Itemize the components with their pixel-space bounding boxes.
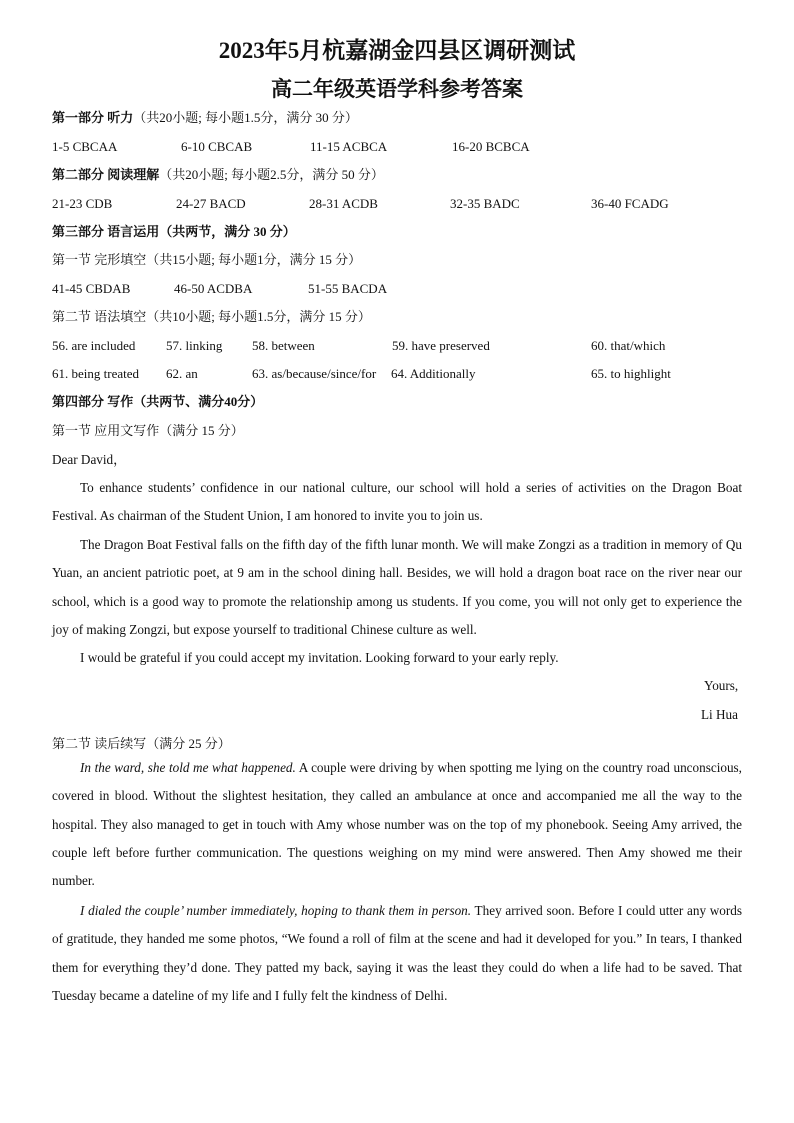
part1-heading-line [52,110,358,126]
part4-name: 写作 [107,394,134,409]
answer-group: 21-23 CDB [52,196,113,211]
part3-name: 语言运用 [107,224,160,239]
section-heading: 第一节 [52,252,92,267]
grammar-answer: 60. that/which [591,338,666,353]
part1-name: 听力 [107,110,134,125]
part2-name: 阅读理解 [107,167,160,182]
grammar-answer: 61. being treated [52,366,139,381]
section-name: 读后续写 [94,736,147,751]
answer-group: 11-15 ACBCA [310,139,388,154]
grammar-answer: 64. Additionally [391,366,476,381]
section-heading: 第一节 [52,423,92,438]
answer-group: 51-55 BACDA [308,281,388,296]
paragraph-lead-sentence: In the ward, she told me what happened. [80,760,296,775]
grammar-answer: 57. linking [166,338,223,353]
letter-greeting: Dear David， [52,452,127,467]
part1-note: （共20小题; 每小题1.5分，满分 30 分） [133,110,358,125]
section-note: （满分 25 分） [146,736,231,751]
answer-group: 36-40 FCADG [591,196,669,211]
part4-section2-line [52,736,231,752]
answer-group: 46-50 ACDBA [174,281,253,296]
section-note: （满分 15 分） [159,423,244,438]
continuation-paragraph [52,897,742,1010]
part2-heading: 第二部分 [52,167,105,182]
grammar-answer: 56. are included [52,338,136,353]
section-name: 语法填空 [94,309,147,324]
grammar-answer: 62. an [166,366,198,381]
grammar-answer: 58. between [252,338,315,353]
answer-group: 41-45 CBDAB [52,281,131,296]
answer-group: 6-10 CBCAB [181,139,253,154]
grammar-answer: 65. to highlight [591,366,671,381]
continuation-paragraph [52,754,742,895]
letter-paragraph: The Dragon Boat Festival falls on the fifth day of the fifth lunar month. We will make Zongzi as a tradition in memory of Qu Yuan, an ancient patriotic poet, at 9 am in the school dining hall. Besides, we will hold a dragon boat race on the river near our school, which is a good way to promote the relationship among us students. If you come, you will not only get to experience the joy of making Zongzi, but expose yourself to traditional Chinese culture as well. [52,537,742,637]
answer-group: 32-35 BADC [450,196,520,211]
section-name: 完形填空 [94,252,147,267]
part4-heading: 第四部分 [52,394,105,409]
section-note: （共10小题; 每小题1.5分，满分 15 分） [146,309,371,324]
paragraph-body: A couple were driving by when spotting me lying on the country road unconscious, covered in blood. Without the slightest hesitation, they called an ambulance at once and accompanied me all the way to the hospital. They also managed to get in touch with Amy whose number was on the top of my phonebook. Seeing Amy arrived, the couple left before further communication. The questions weighing on my mind were answered. Then Amy showed me their number. [52,760,742,889]
section-heading: 第二节 [52,309,92,324]
page-title: 2023年5月杭嘉湖金四县区调研测试 [218,38,576,63]
letter-paragraph: I would be grateful if you could accept my invitation. Looking forward to your early reply. [80,650,559,665]
part3-heading: 第三部分 [52,224,105,239]
letter-paragraph: To enhance students’ confidence in our national culture, our school will hold a series of activities on the Dragon Boat Festival. As chairman of the Student Union, I am honored to invite you to join us. [52,480,742,524]
answer-group: 24-27 BACD [176,196,246,211]
grammar-answer: 59. have preserved [392,338,490,353]
paragraph-lead-sentence: I dialed the couple’ number immediately, hoping to thank them in person. [80,903,472,918]
section-note: （共15小题; 每小题1分，满分 15 分） [146,252,362,267]
part4-heading-line [52,394,263,410]
answer-group: 16-20 BCBCA [452,139,530,154]
section-name: 应用文写作 [94,423,160,438]
answer-group: 1-5 CBCAA [52,139,118,154]
letter-closing: Yours, [704,678,739,693]
part4-note: （共两节、满分40分） [133,394,264,409]
letter-signature: Li Hua [701,707,738,722]
grammar-answer: 63. as/because/since/for [252,366,377,381]
part3-note: （共两节，满分 30 分） [159,224,296,239]
part4-section1-line [52,423,244,439]
answer-group: 28-31 ACDB [309,196,378,211]
part2-note: （共20小题; 每小题2.5分，满分 50 分） [159,167,384,182]
page-subtitle: 高二年级英语学科参考答案 [271,77,523,101]
part3-section1-line [52,252,361,268]
part3-section2-line [52,309,371,325]
section-heading: 第二节 [52,736,92,751]
part1-heading: 第一部分 [52,110,105,125]
part3-heading-line [52,224,296,240]
part2-heading-line [52,167,384,183]
paragraph-body: They arrived soon. Before I could utter any words of gratitude, they handed me some photos, “We found a roll of film at the scene and had it developed for you.” In tears, I thanked them for everything they’d done. They patted my back, saying it was the least they could do when a life had to be saved. That Tuesday became a dateline of my life and I fully felt the kindness of Delhi. [52,903,742,1003]
